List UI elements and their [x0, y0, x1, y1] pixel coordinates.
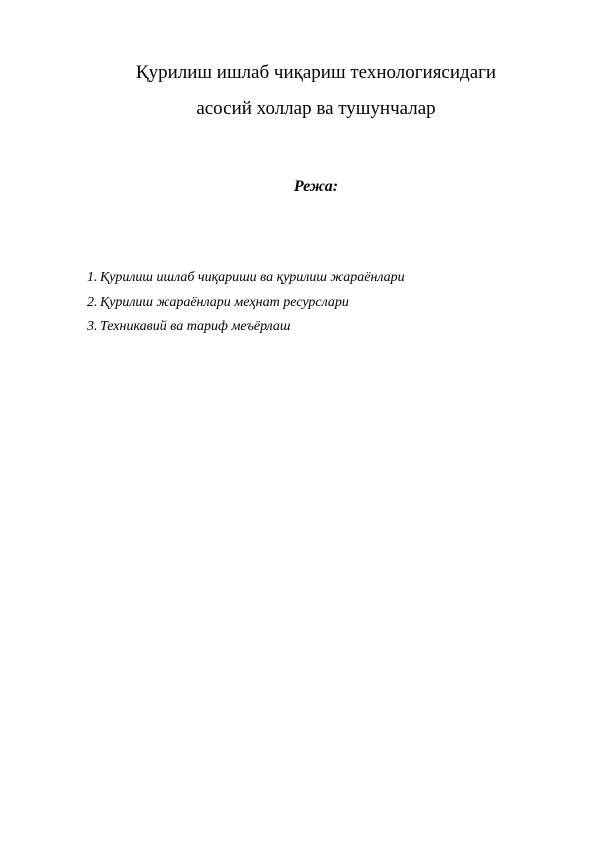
plan-item-text: Қурилиш ишлаб чиқариши ва қурилиш жараёнлари — [100, 270, 405, 285]
document-title-line-2: асосий холлар ва тушунчалар — [196, 98, 436, 119]
plan-item-3 — [87, 318, 405, 343]
plan-item-2 — [87, 294, 405, 319]
plan-item-number: 3. — [87, 319, 98, 334]
plan-item-number: 1. — [87, 270, 98, 285]
document-title-line-1: Қурилиш ишлаб чиқариш технологиясидаги — [135, 62, 497, 83]
plan-heading: Режа: — [293, 178, 339, 195]
plan-list — [87, 269, 405, 343]
plan-item-text: Қурилиш жараёнлари меҳнат ресурслари — [100, 294, 349, 310]
plan-item-text: Техникавий ва тариф меъёрлаш — [100, 319, 291, 334]
plan-item-1 — [87, 269, 405, 294]
plan-item-number: 2. — [87, 294, 98, 310]
